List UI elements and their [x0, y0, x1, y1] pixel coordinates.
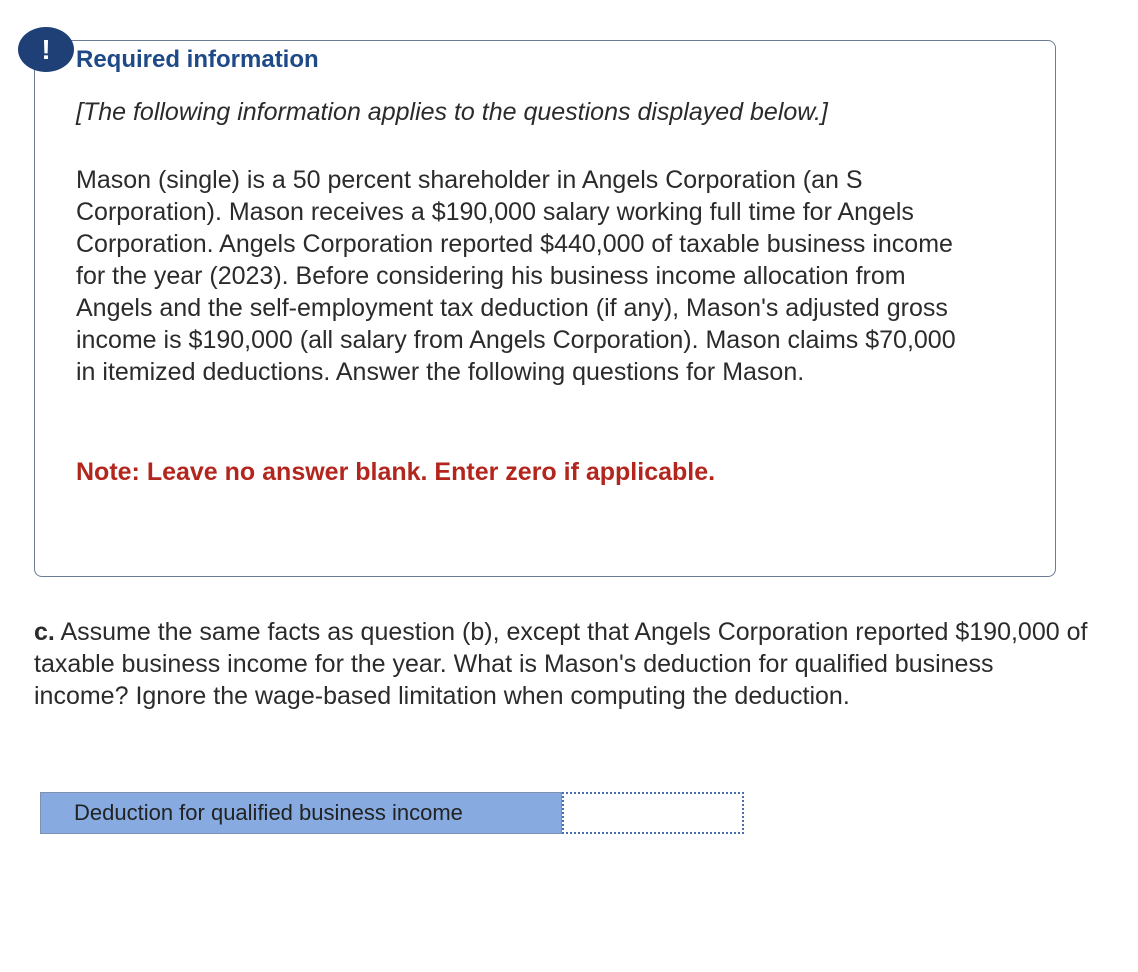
question-text: Assume the same facts as question (b), except that Angels Corporation reported $190,000 of taxable business income for the year. What is Mason's deduction for qualified business income? Ignore the wage-based limitation when computing the deduction. [34, 618, 1088, 710]
required-info-note: Note: Leave no answer blank. Enter zero if applicable. [76, 458, 716, 486]
qbi-deduction-input[interactable] [562, 792, 744, 834]
answer-label: Deduction for qualified business income [40, 792, 562, 834]
required-info-title: Required information [76, 46, 319, 73]
question-c [34, 616, 1094, 712]
answer-row [40, 792, 744, 834]
required-info-body: Mason (single) is a 50 percent shareholder in Angels Corporation (an S Corporation). Mason receives a $190,000 salary working full time for Angels Corporation. Angels Corporation reported $440,000 of taxable business income for the year (2023). Before considering his business income allocation from Angels and the self-employment tax deduction (if any), Mason's adjusted gross income is $190,000 (all salary from Angels Corporation). Mason claims $70,000 in itemized deductions. Answer the following questions for Mason. [76, 166, 956, 386]
required-info-subtitle: [The following information applies to the questions displayed below.] [76, 98, 828, 126]
question-letter: c. [34, 618, 55, 646]
exclamation-icon: ! [18, 27, 74, 72]
